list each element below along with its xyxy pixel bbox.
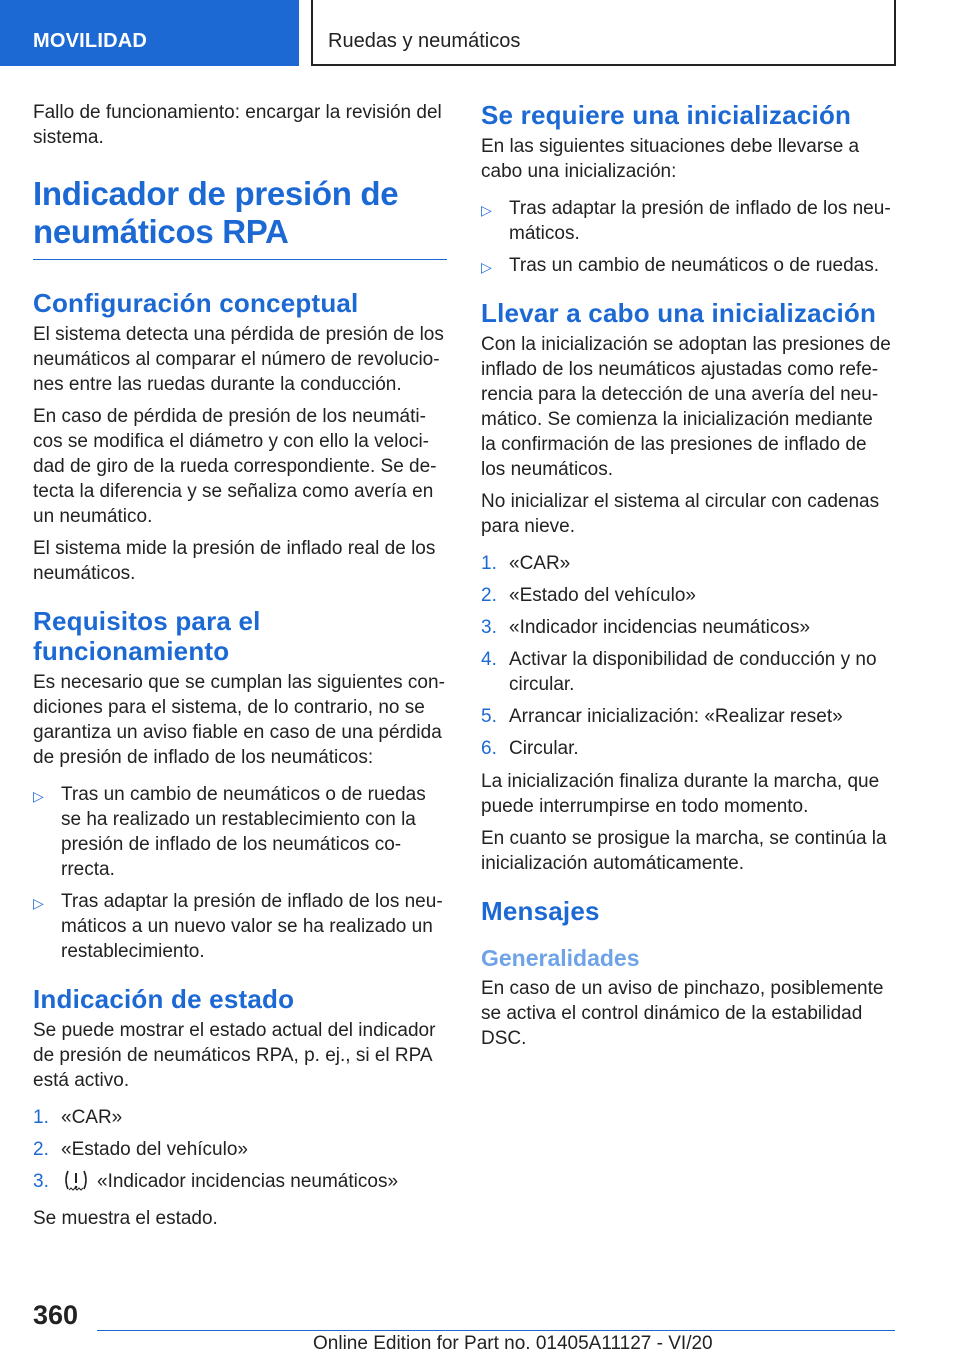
list-item: ▷ Tras adaptar la presión de inflado de los neu-máticos a un nuevo valor se ha realizado un restablecimiento. [33,891,443,962]
messages-title: Mensajes [481,896,600,926]
list-item: 2. «Estado del vehículo» [33,1139,248,1160]
perform-init-paragraph-2: No inicializar el sistema al circular con cadenas para nieve. [481,491,880,537]
requirements-paragraph: Es necesario que se cumplan las siguientes con-diciones para el sistema, de lo contrario, no se garantiza un aviso fiable en caso de una pérdida de presión de inflado de los neumáticos: [33,672,445,768]
step-number: 5. [481,706,497,727]
list-item: ▷ Tras adaptar la presión de inflado de los neu-máticos. [481,198,891,244]
init-required-paragraph: En las siguientes situaciones debe llevarse a cabo una inicialización: [481,136,860,182]
perform-init-paragraph-3: La inicialización finaliza durante la marcha, que puede interrumpirse en todo momento. [481,771,880,817]
perform-init-paragraph-4: En cuanto se prosigue la marcha, se continúa la inicialización automáticamente. [481,828,887,874]
list-item: 1. «CAR» [33,1107,123,1128]
triangle-bullet-icon: ▷ [33,895,44,911]
step-number: 4. [481,649,497,670]
right-column [481,100,891,1058]
list-item: ▷ Tras un cambio de neumáticos o de ruedas. [481,253,891,278]
requirements-list [33,782,447,964]
status-paragraph: Se puede mostrar el estado actual del indicador de presión de neumáticos RPA, p. ej., si el RPA está activo. [33,1020,436,1091]
page-number: 360 [33,1300,79,1330]
triangle-bullet-icon: ▷ [33,788,44,804]
section-label: MOVILIDAD [33,30,148,52]
perform-init-steps [481,551,891,761]
list-item: 5. Arrancar inicialización: «Realizar reset» [481,706,843,727]
step-number: 2. [481,585,497,606]
init-required-list [481,196,891,278]
requirements-title: Requisitos para el funcionamiento [33,606,261,666]
list-item: 1. «CAR» [481,553,571,574]
chapter-label: Ruedas y neumáticos [328,30,521,52]
intro-paragraph: Fallo de funcionamiento: encargar la revisión del sistema. [33,102,442,148]
perform-init-paragraph-1: Con la inicialización se adoptan las presiones de inflado de los neumáticos ajustadas como refe-rencia para la detección de una avería del neu-mático. Se comienza la inicialización mediante la confirmación de las presiones de inflado de los neumáticos. [481,334,891,480]
general-subtitle: Generalidades [481,945,640,971]
triangle-bullet-icon: ▷ [481,202,492,218]
perform-init-title: Llevar a cabo una inicialización [481,298,877,328]
step-number: 3. [33,1171,49,1192]
concept-paragraph-1: El sistema detecta una pérdida de presión de los neumáticos al comparar el número de revolucio-nes entre las ruedas durante la conducción. [33,324,444,395]
tire-warning-icon [61,1169,91,1198]
concept-paragraph-3: El sistema mide la presión de inflado real de los neumáticos. [33,538,436,584]
list-item: 3. «Indicador incidencias neumáticos» [481,617,811,638]
step-number: 3. [481,617,497,638]
triangle-bullet-icon: ▷ [481,259,492,275]
step-number: 2. [33,1139,49,1160]
step-number: 1. [33,1107,49,1128]
messages-paragraph: En caso de un aviso de pinchazo, posiblemente se activa el control dinámico de la estabilidad DSC. [481,978,884,1049]
header-section-tab [0,0,299,66]
list-item: 2. «Estado del vehículo» [481,585,696,606]
list-item: 4. Activar la disponibilidad de conducción y no circular. [481,649,877,695]
status-steps [33,1105,447,1198]
init-required-title: Se requiere una inicialización [481,100,852,130]
status-result: Se muestra el estado. [33,1208,218,1229]
header-chapter-box [311,0,896,66]
list-item: ▷ Tras un cambio de neumáticos o de ruedas se ha realizado un restablecimiento con la presión de inflado de los neumáticos co-rrecta. [33,784,426,880]
main-title: Indicador de presión de neumáticos RPA [33,175,447,260]
left-column [33,100,447,1238]
step-number: 1. [481,553,497,574]
edition-label: Online Edition for Part no. 01405A11127 - VI/20 [313,1333,713,1354]
list-item: 3. «Indicador incidencias neumáticos» [33,1169,447,1198]
concept-title: Configuración conceptual [33,288,359,318]
concept-paragraph-2: En caso de pérdida de presión de los neumáti-cos se modifica el diámetro y con ello la veloci-dad de giro de la rueda correspondiente. Se de-tecta la diferencia y se señaliza como avería en un neumático. [33,406,437,527]
list-item: 6. Circular. [481,738,579,759]
footer-divider [97,1330,895,1331]
step-number: 6. [481,738,497,759]
status-title: Indicación de estado [33,984,295,1014]
